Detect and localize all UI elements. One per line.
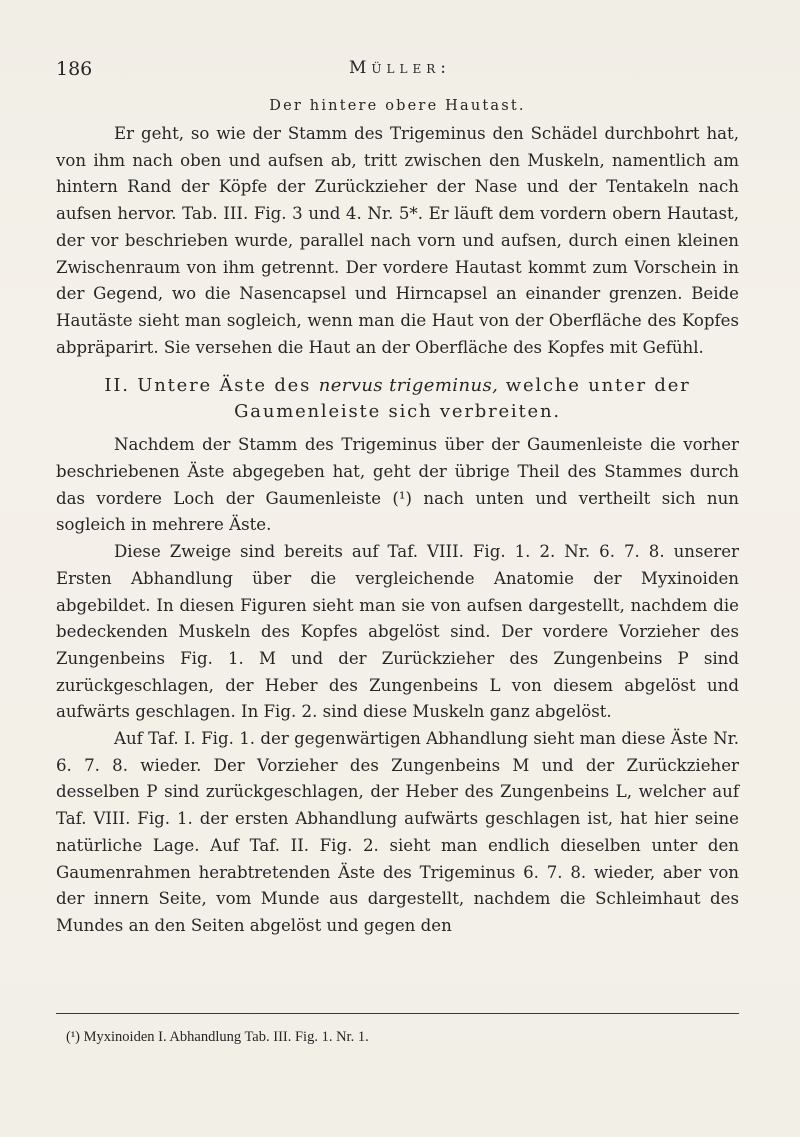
running-head: Müller: xyxy=(349,58,451,78)
section-heading-part2: welche unter der xyxy=(505,375,691,397)
section-heading-line-1 xyxy=(56,373,739,399)
section-heading-part1: Untere Äste des xyxy=(137,375,312,397)
section-heading xyxy=(56,373,739,425)
subsection-title: Der hintere obere Hautast. xyxy=(269,98,526,114)
paragraph-3: Auf Taf. I. Fig. 1. der gegenwärtigen Abhandlung sieht man diese Äste Nr. 6. 7. 8. wieder. Der Vorzieher des Zungenbeins M und der Zurückzieher desselben P sind zurückgeschlagen, der Heber des Zungenbeins L, welcher auf Taf. VIII. Fig. 1. der ersten Abhandlung aufwärts geschlagen ist, hat hier seine natürliche Lage. Auf Taf. II. Fig. 2. sieht man endlich dieselben unter den Gaumenrahmen herabtretenden Äste des Trigeminus 6. 7. 8. wieder, aber von der innern Seite, vom Munde aus dargestellt, nachdem die Schleimhaut des Mundes an den Seiten abgelöst und gegen den xyxy=(56,729,739,935)
page-number: 186 xyxy=(56,58,93,80)
paragraph-1: Nachdem der Stamm des Trigeminus über der Gaumenleiste die vorher beschriebenen Äste abgegeben hat, geht der übrige Theil des Stammes durch das vordere Loch der Gaumenleiste (¹) nach unten und vertheilt sich nun sogleich in mehrere Äste. xyxy=(56,435,739,535)
footnote-divider xyxy=(56,1013,739,1014)
section-heading-line-2: Gaumenleiste sich verbreiten. xyxy=(234,401,561,423)
body-text xyxy=(56,95,739,940)
page-header xyxy=(56,58,744,86)
paragraph-2: Diese Zweige sind bereits auf Taf. VIII. Fig. 1. 2. Nr. 6. 7. 8. unserer Ersten Abhandlung über die vergleichende Anatomie der Myxinoiden abgebildet. In diesen Figuren sieht man sie von aufsen dargestellt, nachdem die bedeckenden Muskeln des Kopfes abgelöst sind. Der vordere Vorzieher des Zungenbeins Fig. 1. M und der Zurückzieher des Zungenbeins P sind zurückgeschlagen, der Heber des Zungenbeins L von diesem abgelöst und aufwärts geschlagen. In Fig. 2. sind diese Muskeln ganz abgelöst. xyxy=(56,542,739,722)
section-heading-italic: nervus trigeminus, xyxy=(318,375,499,397)
paragraph-intro: Er geht, so wie der Stamm des Trigeminus den Schädel durchbohrt hat, von ihm nach oben und aufsen ab, tritt zwischen den Muskeln, namentlich am hintern Rand der Köpfe der Zurückzieher der Nase und der Tentakeln nach aufsen hervor. Tab. III. Fig. 3 und 4. Nr. 5*. Er läuft dem vordern obern Hautast, der vor beschrieben wurde, parallel nach vorn und aufsen, durch einen kleinen Zwischenraum von ihm getrennt. Der vordere Hautast kommt zum Vorschein in der Gegend, wo die Nasencapsel und Hirncapsel an einander grenzen. Beide Hautäste sieht man sogleich, wenn man die Haut von der Oberfläche des Kopfes abpräparirt. Sie versehen die Haut an der Oberfläche des Kopfes mit Gefühl. xyxy=(56,124,739,357)
footnote: (¹) Myxinoiden I. Abhandlung Tab. III. Fig. 1. Nr. 1. xyxy=(66,1029,369,1045)
section-number: II. xyxy=(104,375,130,397)
